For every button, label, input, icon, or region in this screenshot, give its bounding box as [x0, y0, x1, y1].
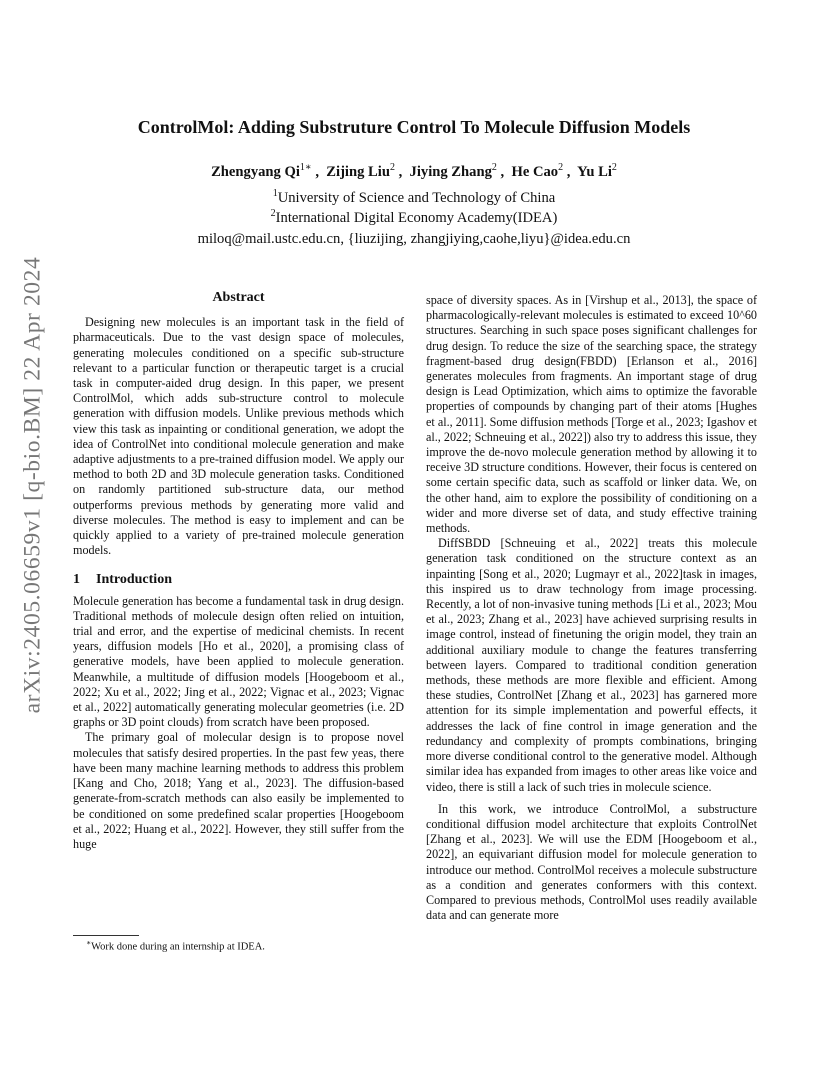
footnote-text: Work done during an internship at IDEA.: [91, 941, 265, 953]
paragraph: The primary goal of molecular design is to propose novel molecules that satisfy desired properties. In the past few yeas, there have been many machine learning methods to address this problem [Kang and Cho, 2018; Yang et al., 2023]. The diffusion-based generate-from-scratch methods can also easily be implemented to be conditioned on some predefined scalar properties [Hoogeboom et al., 2022; Huang et al., 2022]. However, they still suffer from the huge: [73, 730, 404, 851]
author-list: Zhengyang $Qi^{1∗}$ , Zijing Liu$^2$ , Jiying Zhang$^2$ , He Cao$^2$ , Yu Li$^2$: [211, 162, 617, 180]
paragraph: In this work, we introduce ControlMol, a substructure conditional diffusion model architecture that exploits ControlNet [Zhang et al., 2023]. We will use the EDM [Hoogeboom et al., 2022], an equivariant diffusion model for molecule generation to introduce our method. ControlMol receives a molecule substructure as a condition and generates conformers with this context. Compared to previous methods, ControlMol uses readily available data and can generate more: [426, 801, 757, 923]
arxiv-identifier: [14, 256, 52, 714]
affiliation: [60, 188, 768, 207]
footnote-mark: ∗: [86, 938, 92, 947]
paragraph: DiffSBDD [Schneuing et al., 2022] treats this molecule generation task conditioned on the structure context as an inpainting [Song et al., 2020; Lugmayr et al., 2022]task in images, this inspired us to draw technology from image processing. Recently, a lot of non-invasive tuning methods [Li et al., 2023; Mou et al., 2023; Zhang et al., 2023] have achieved surprising results in image control, instead of finetuning the origin model, they train an additional auxiliary module to change the features transferring between layers. Compared to traditional condition generation methods, these methods are more flexible and efficient. Among these studies, ControlNet [Zhang et al., 2023] has garnered more attention for its simple implementation and powerful effects, it addresses the lack of fine control in image generation and the redundancy and complexity of prompts combinations, bringing more diverse conditional control to the generative model. Although similar idea has expanded from images to other areas like voice and video, there is still a lack of such tries in molecule science.: [426, 536, 757, 794]
paragraph: space of diversity spaces. As in [Virshup et al., 2013], the space of pharmacologically-relevant molecules is estimated to exceed 10^60 structures. Searching in such space poses significant challenges for drug design. To reduce the size of the searching space, the strategy fragment-based drug design(FBDD) [Erlanson et al., 2016] generates molecules from fragments. An important stage of drug design is Lead Optimization, which aims to optimize the favorable properties of compounds by changing part of their atoms [Hughes et al., 2011]. Some diffusion methods [Torge et al., 2023; Igashov et al., 2022; Schneuing et al., 2022]) also try to address this issue, they improve the de-novo molecule generation method by allowing it to receive 3D structure conditions. However, their focus is centered on some certain specific data, such as scaffold or linker data. We, on the other hand, aim to explore the possibility of conditioning on a wider and more diverse set of data, and study effective training methods.: [426, 293, 757, 536]
paper-title: ControlMol: Adding Substruture Control To Molecule Diffusion Models: [137, 117, 691, 137]
abstract-body: Designing new molecules is an important task in the field of pharmaceuticals. Due to the vast design space of molecules, generating molecules conditioned on a specific sub-structure relevant to a particular function or therapeutic target is a crucial task in computer-aided drug design. In this paper, we present ControlMol, which adds sub-structure control to molecule generation with diffusion models. Unlike previous methods which view this task as inpainting or conditional generation, we adopt the idea of ControlNet into conditional molecule generation and make adaptive adjustments to a pre-trained diffusion model. We apply our method to both 2D and 3D molecule generation tasks. Conditioned on randomly partitioned sub-structure data, our method outperforms previous methods by generating more valid and diverse molecules. The method is easy to implement and can be quickly applied to a variety of pre-trained molecule generation models.: [73, 315, 404, 558]
affiliation-text: University of Science and Technology of China: [277, 189, 556, 206]
right-column: [426, 293, 757, 923]
abstract-heading: Abstract: [212, 290, 265, 305]
footnote: [86, 938, 265, 953]
author-emails: miloq@mail.ustc.edu.cn, {liuzijing, zhangjiying,caohe,liyu}@idea.edu.cn: [197, 231, 631, 247]
section-title: Introduction: [96, 572, 172, 588]
author-mark: 2: [389, 162, 395, 173]
author-mark: 2: [491, 162, 497, 173]
arxiv-identifier-text: arXiv:2405.06659v1 [q-bio.BM] 22 Apr 2024: [19, 256, 46, 714]
author: Yu Li: [577, 163, 612, 180]
author-mark: 1∗: [299, 162, 312, 173]
footnote-rule: [73, 935, 139, 936]
author: Jiying Zhang: [409, 163, 492, 180]
affiliation: [60, 208, 768, 227]
author: Zijing Liu: [326, 163, 390, 180]
affiliation-mark: 2: [270, 208, 276, 219]
affiliation-text: International Digital Economy Academy(IDEA): [275, 209, 558, 226]
section-number: 1: [73, 572, 80, 588]
author: Zhengyang Qi: [211, 163, 300, 180]
author-mark: 2: [611, 162, 617, 173]
section-heading: [73, 572, 404, 587]
author-mark: 2: [558, 162, 564, 173]
affiliation-mark: 1: [272, 188, 278, 199]
author: He Cao: [511, 163, 559, 180]
left-column: [73, 290, 404, 852]
paragraph: Molecule generation has become a fundamental task in drug design. Traditional methods of molecule design often relied on intuition, trial and error, and the expertise of medicinal chemists. In recent years, diffusion models [Ho et al., 2020], a promising class of generative models, have been applied to molecule generation. Meanwhile, a multitude of diffusion models [Hoogeboom et al., 2022; Xu et al., 2022; Jing et al., 2022; Vignac et al., 2023; Vignac et al., 2022] automatically generating molecular geometries (i.e. 2D graphs or 3D point clouds) from scratch have been proposed.: [73, 593, 404, 730]
